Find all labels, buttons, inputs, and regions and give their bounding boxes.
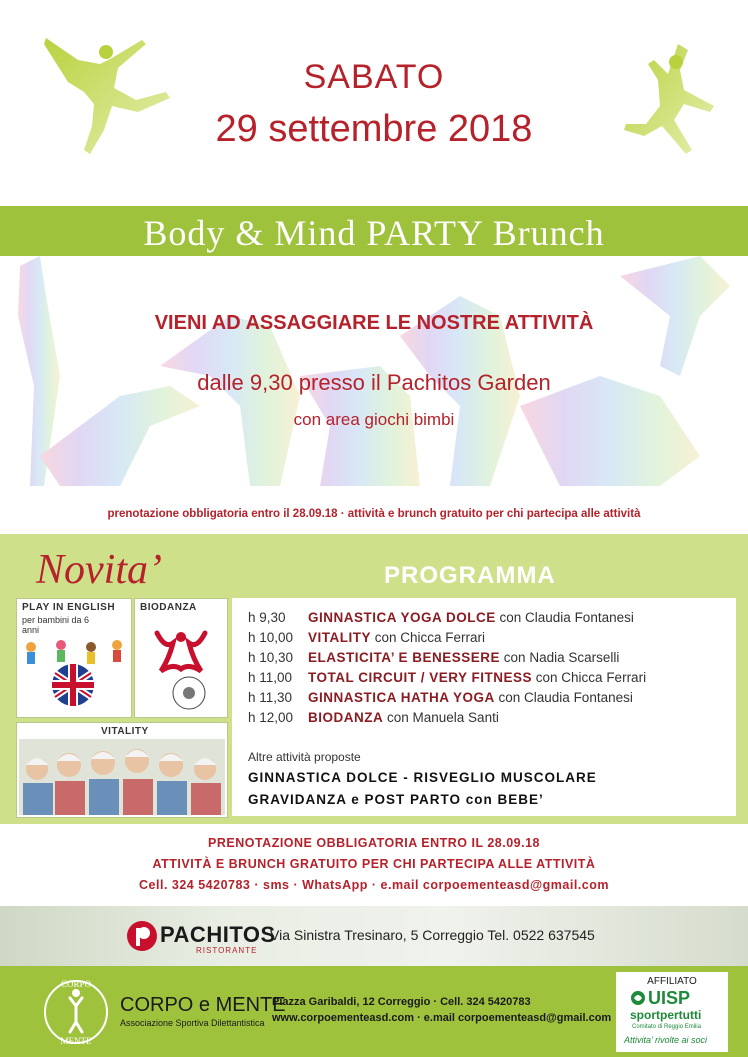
kids-icon (21, 639, 127, 669)
program-time: h 11,30 (248, 690, 293, 705)
program-time: h 10,00 (248, 630, 294, 645)
program-activity: GINNASTICA YOGA DOLCE (308, 610, 496, 625)
panel-label: BIODANZA (140, 602, 197, 613)
program-instructor: con Nadia Scarselli (500, 650, 620, 665)
kids-area-note: con area giochi bimbi (293, 410, 455, 429)
uisp-logo-icon (630, 990, 646, 1006)
uisp-name: UISP (648, 988, 691, 1008)
contact-booking: PRENOTAZIONE OBBLIGATORIA ENTRO IL 28.09.18 (208, 836, 540, 850)
org-subtitle: Associazione Sportiva Dilettantistica (120, 1018, 265, 1028)
program-time: h 9,30 (248, 610, 286, 625)
vitality-panel (16, 722, 228, 818)
booking-note: prenotazione obbligatoria entro il 28.09.18 · attività e brunch gratuito per chi partecipa alle attività (107, 508, 641, 520)
other-activities-title: Altre attività proposte (248, 750, 361, 764)
time-place: dalle 9,30 presso il Pachitos Garden (197, 370, 551, 395)
org-address: Piazza Garibaldi, 12 Correggio · Cell. 324 5420783 (272, 996, 531, 1008)
uk-flag-icon (51, 663, 95, 707)
program-time: h 10,30 (248, 650, 294, 665)
panel-sub: per bambini da 6 anni (22, 615, 90, 635)
program-activity: ELASTICITA’ E BENESSERE (308, 650, 501, 665)
program-row (248, 610, 634, 625)
programma-title: PROGRAMMA (384, 562, 556, 589)
panel-label: VITALITY (101, 726, 149, 737)
org-web: www.corpoementeasd.com · e.mail corpoementeasd@gmail.com (272, 1012, 612, 1024)
program-row (248, 690, 633, 705)
panel-label: PLAY IN ENGLISH (22, 602, 116, 613)
program-activity: TOTAL CIRCUIT / VERY FITNESS (308, 670, 533, 685)
play-in-english-panel (16, 598, 132, 718)
contact-free: ATTIVITÀ E BRUNCH GRATUITO PER CHI PARTECIPA ALLE ATTIVITÀ (152, 857, 596, 871)
program-activity: BIODANZA (308, 710, 384, 725)
program-activity: VITALITY (308, 630, 371, 645)
event-title: Body & Mind PARTY Brunch (143, 213, 605, 253)
program-time: h 11,00 (248, 670, 293, 685)
uisp-comitato: Comitato di Reggio Emilia (632, 1024, 702, 1030)
novita-title: Novita’ (36, 547, 162, 593)
biodanza-panel (134, 598, 228, 718)
uisp-members-note: Attivita’ rivolte ai soci (624, 1035, 708, 1045)
other-activity: GINNASTICA DOLCE - RISVEGLIO MUSCOLARE (248, 770, 597, 785)
program-instructor: con Chicca Ferrari (532, 670, 647, 685)
affiliation-label: AFFILIATO (647, 976, 697, 987)
program-instructor: con Claudia Fontanesi (494, 690, 633, 705)
restaurant-name: PACHITOS (160, 922, 276, 947)
program-row (248, 630, 485, 645)
logo-bottom-text: MENTE (60, 1036, 92, 1046)
pachitos-logo-icon (126, 920, 158, 952)
biodanza-logo-icon (143, 619, 219, 713)
program-activity: GINNASTICA HATHA YOGA (308, 690, 495, 705)
program-time: h 12,00 (248, 710, 294, 725)
restaurant-sub: RISTORANTE (196, 946, 258, 955)
event-date: 29 settembre 2018 (215, 108, 533, 150)
program-row (248, 710, 499, 725)
program-row (248, 650, 619, 665)
program-instructor: con Chicca Ferrari (371, 630, 486, 645)
contact-details: Cell. 324 5420783 · sms · WhatsApp · e.mail corpoementeasd@gmail.com (139, 878, 609, 892)
event-day: SABATO (303, 58, 445, 96)
tagline: VIENI AD ASSAGGIARE LE NOSTRE ATTIVITÀ (154, 312, 594, 334)
other-activity: GRAVIDANZA e POST PARTO con BEBE’ (248, 792, 544, 807)
logo-top-text: CORPO (60, 979, 92, 989)
program-instructor: con Claudia Fontanesi (495, 610, 634, 625)
corpo-e-mente-logo-icon (40, 976, 112, 1048)
program-row (248, 670, 646, 685)
uisp-sport: sportpertutti (630, 1008, 702, 1022)
program-instructor: con Manuela Santi (383, 710, 499, 725)
restaurant-address: Via Sinistra Tresinaro, 5 Correggio Tel. 0522 637545 (270, 927, 595, 943)
org-name: CORPO e MENTE (120, 994, 286, 1016)
seniors-photo-icon (19, 739, 225, 815)
